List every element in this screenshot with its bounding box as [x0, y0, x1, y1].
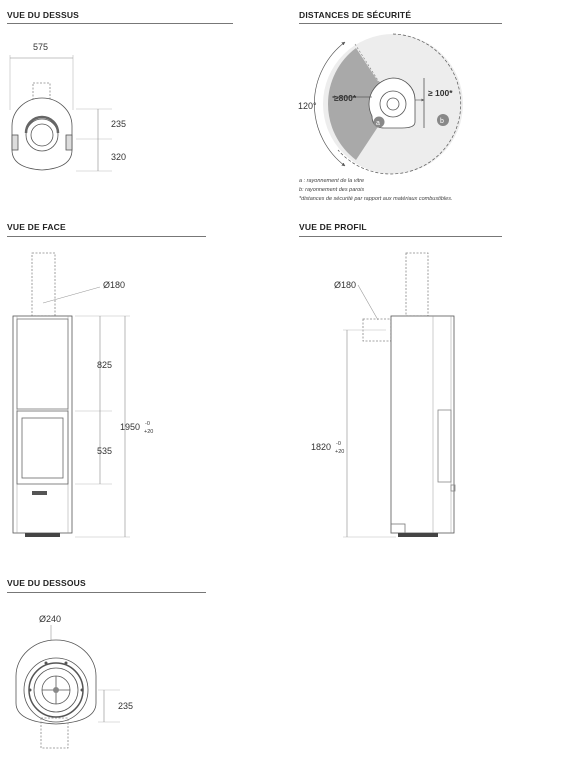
title-top-view: VUE DU DESSUS — [7, 10, 80, 20]
front-height-tol-plus: +20 — [144, 429, 154, 435]
front-upper-label: 825 — [97, 360, 113, 370]
profile-view-drawing — [343, 253, 455, 537]
safety-back-distance-label: ≥ 100* — [428, 88, 453, 98]
front-height-label: 1950 — [120, 422, 141, 432]
badge-b-label: b — [440, 118, 444, 125]
safety-distance-diagram — [314, 34, 463, 174]
front-lower-label: 535 — [97, 446, 113, 456]
note-safety-distances: *distances de sécurité par rapport aux matériaux combustibles. — [299, 196, 453, 202]
top-width-label: 575 — [33, 42, 49, 52]
note-wall-radiation: b: rayonnement des parois — [299, 187, 365, 193]
badge-a-label: a — [376, 120, 380, 127]
profile-height-tol-plus: +20 — [335, 449, 345, 455]
profile-height-tol-minus: -0 — [336, 441, 341, 447]
note-glass-radiation: a : rayonnement de la vitre — [299, 178, 365, 184]
safety-angle-label: 120° — [298, 101, 317, 111]
profile-height-label: 1820 — [311, 442, 332, 452]
safety-side-distance-label: ≥800* — [334, 93, 357, 103]
top-view-drawing — [10, 55, 112, 171]
title-bottom-view: VUE DU DESSOUS — [7, 578, 86, 588]
title-profile-view: VUE DE PROFIL — [299, 222, 367, 232]
top-depth-b-label: 320 — [111, 152, 127, 162]
bottom-view-drawing — [16, 625, 120, 748]
bottom-outlet-label: Ø240 — [39, 614, 62, 624]
bottom-depth-label: 235 — [118, 701, 134, 711]
front-height-tol-minus: -0 — [145, 421, 150, 427]
front-flue-label: Ø180 — [103, 280, 126, 290]
top-depth-a-label: 235 — [111, 119, 127, 129]
title-front-view: VUE DE FACE — [7, 222, 66, 232]
front-view-drawing — [13, 253, 130, 537]
title-safety-distances: DISTANCES DE SÉCURITÉ — [299, 10, 412, 20]
profile-flue-label: Ø180 — [334, 280, 357, 290]
